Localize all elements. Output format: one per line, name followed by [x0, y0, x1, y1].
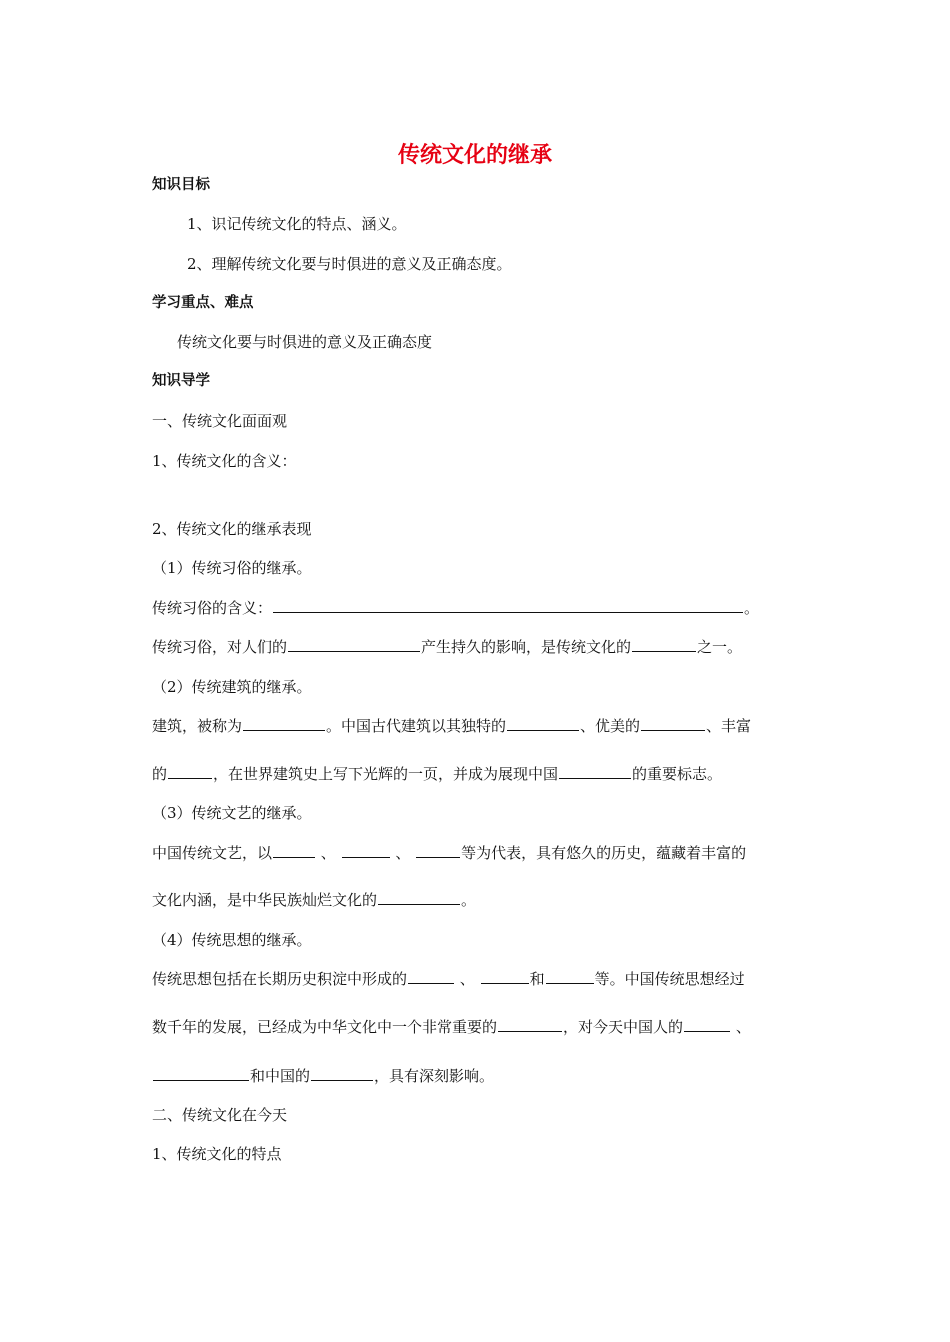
- arch-text-b: 。中国古代建筑以其独特的: [326, 717, 507, 735]
- question-1: 1、传统文化的含义：: [152, 452, 297, 470]
- key-heading: 学习重点、难点: [152, 295, 254, 311]
- fill-blank[interactable]: [546, 969, 594, 984]
- art-text-d: 。: [461, 891, 477, 909]
- fill-blank[interactable]: [273, 598, 743, 613]
- fill-blank[interactable]: [507, 716, 579, 731]
- custom-text-b: 产生持久的影响，是传统文化的: [421, 638, 632, 656]
- arch-text-c: 、优美的: [580, 717, 641, 735]
- key-text: 传统文化要与时俱进的意义及正确态度: [177, 333, 433, 351]
- art-separator: 、: [320, 844, 336, 862]
- fill-blank[interactable]: [288, 637, 420, 652]
- arch-text-d: 、丰富: [706, 717, 752, 735]
- art-line-2: [152, 890, 476, 910]
- question-2: 2、传统文化的继承表现: [152, 520, 312, 538]
- thought-line-1: [152, 969, 745, 989]
- document-title: 传统文化的继承: [397, 143, 552, 168]
- guide-heading: 知识导学: [152, 373, 210, 389]
- fill-blank[interactable]: [416, 843, 460, 858]
- part-1-heading: 一、传统文化面面观: [152, 412, 288, 430]
- fill-blank[interactable]: [243, 716, 325, 731]
- art-text-a: 中国传统文艺，以: [152, 844, 273, 862]
- fill-blank[interactable]: [641, 716, 705, 731]
- goals-heading: 知识目标: [152, 177, 210, 193]
- thought-text-e: 和中国的: [250, 1067, 311, 1085]
- custom-line: [152, 637, 742, 657]
- art-separator: 、: [395, 844, 411, 862]
- thought-text-d: ，对今天中国人的: [563, 1018, 684, 1036]
- thought-text-a: 传统思想包括在长期历史积淀中形成的: [152, 970, 408, 988]
- part-2-heading: 二、传统文化在今天: [152, 1106, 288, 1124]
- fill-blank[interactable]: [559, 764, 631, 779]
- fill-blank[interactable]: [408, 969, 454, 984]
- sub-heading-1: （1）传统习俗的继承。: [152, 559, 312, 577]
- arch-text-a: 建筑，被称为: [152, 717, 243, 735]
- question-3: 1、传统文化的特点: [152, 1145, 282, 1163]
- fill-blank[interactable]: [481, 969, 529, 984]
- thought-separator: 、: [459, 970, 475, 988]
- fill-blank[interactable]: [342, 843, 390, 858]
- goal-2: 2、理解传统文化要与时俱进的意义及正确态度。: [187, 255, 512, 273]
- sub-heading-2: （2）传统建筑的继承。: [152, 678, 312, 696]
- arch-text-f: ，在世界建筑史上写下光辉的一页，并成为展现中国: [213, 765, 559, 783]
- custom-text-a: 传统习俗，对人们的: [152, 638, 288, 656]
- fill-blank[interactable]: [168, 764, 212, 779]
- fill-blank[interactable]: [153, 1066, 249, 1081]
- thought-text-f: ，具有深刻影响。: [374, 1067, 495, 1085]
- art-text-b: 等为代表，具有悠久的历史，蕴藏着丰富的: [461, 844, 747, 862]
- arch-text-g: 的重要标志。: [632, 765, 723, 783]
- custom-definition-line: [152, 598, 759, 618]
- thought-and: 和: [529, 970, 545, 988]
- thought-line-2: [152, 1017, 751, 1037]
- architecture-line-1: [152, 716, 751, 736]
- fill-blank[interactable]: [378, 890, 460, 905]
- arch-text-e: 的: [152, 765, 168, 783]
- goal-1: 1、识记传统文化的特点、涵义。: [187, 215, 407, 233]
- fill-blank[interactable]: [498, 1017, 562, 1032]
- thought-text-c: 数千年的发展，已经成为中华文化中一个非常重要的: [152, 1018, 498, 1036]
- thought-text-b: 等。中国传统思想经过: [594, 970, 745, 988]
- art-line-1: [152, 843, 746, 863]
- art-text-c: 文化内涵，是中华民族灿烂文化的: [152, 891, 378, 909]
- fill-blank[interactable]: [684, 1017, 730, 1032]
- thought-line-3: [152, 1066, 494, 1086]
- fill-blank[interactable]: [632, 637, 696, 652]
- architecture-line-2: [152, 764, 722, 784]
- fill-blank[interactable]: [311, 1066, 373, 1081]
- sub-heading-3: （3）传统文艺的继承。: [152, 804, 312, 822]
- custom-definition-label: 传统习俗的含义：: [152, 599, 273, 617]
- custom-text-c: 之一。: [697, 638, 743, 656]
- thought-separator: 、: [735, 1018, 751, 1036]
- fill-blank[interactable]: [273, 843, 315, 858]
- custom-definition-end: 。: [744, 599, 760, 617]
- sub-heading-4: （4）传统思想的继承。: [152, 931, 312, 949]
